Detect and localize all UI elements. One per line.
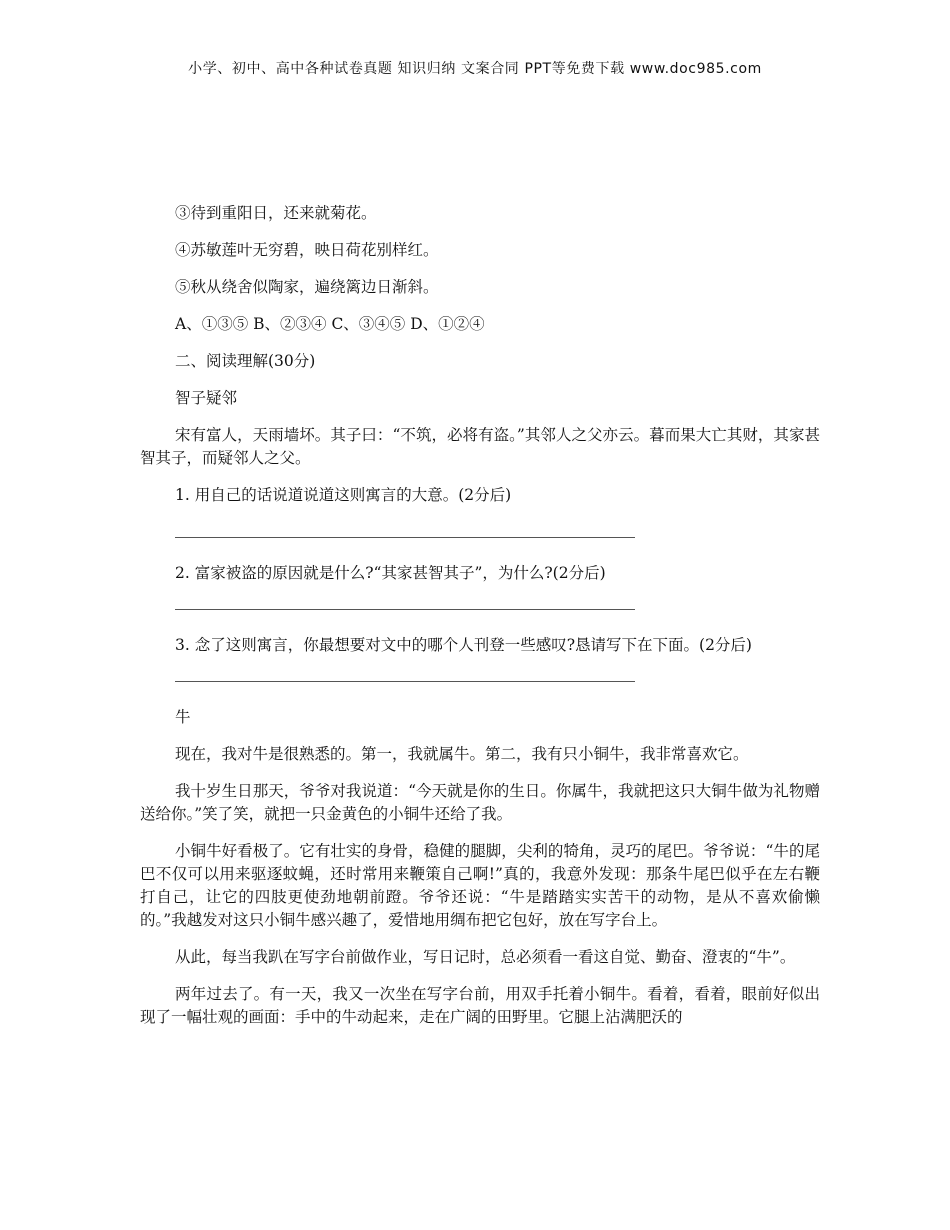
story-paragraph: 两年过去了。有一天，我又一次坐在写字台前，用双手托着小铜牛。看着，看着，眼前好似出现了一幅壮观的画面：手中的牛动起来，走在广阔的田野里。它腿上沾满肥沃的 [140,985,820,1026]
section-heading: 二、阅读理解(30分) [175,352,316,370]
question-1: 1. 用自己的话说道说道这则寓言的大意。(2分后) [175,486,512,504]
story-title: 牛 [175,708,191,726]
story-paragraph: 我十岁生日那天，爷爷对我说道：“今天就是你的生日。你属牛，我就把这只大铜牛做为礼物赠送给你。”笑了笑，就把一只金黄色的小铜牛还给了我。 [140,782,820,823]
story-title: 智子疑邻 [175,389,238,407]
option-line: ③待到重阳日，还来就菊花。 [175,204,377,222]
story-paragraph: 从此，每当我趴在写字台前做作业，写日记时，总必须看一看这自觉、勤奋、澄衷的“牛”。 [175,948,796,966]
story-body: 宋有富人，天雨墙坏。其子曰：“不筑，必将有盗。”其邻人之父亦云。暮而果大亡其财，其家甚智其子，而疑邻人之父。 [140,426,820,467]
answer-line [175,609,635,610]
page-header: 小学、初中、高中各种试卷真题 知识归纳 文案合同 PPT等免费下载 www.doc985.com [188,61,762,77]
question-3: 3. 念了这则寓言，你最想要对文中的哪个人刊登一些感叹?恳请写下在下面。(2分后) [175,636,752,654]
document-body [140,202,820,1043]
option-line: ④苏敏莲叶无穷碧，映日荷花别样红。 [175,241,439,259]
answer-line [175,537,635,538]
story-paragraph: 现在，我对牛是很熟悉的。第一，我就属牛。第二，我有只小铜牛，我非常喜欢它。 [175,745,749,763]
option-line: ⑤秋从绕舍似陶家，遍绕篱边日渐斜。 [175,278,439,296]
answer-choices: A、①③⑤ B、②③④ C、③④⑤ D、①②④ [175,315,485,333]
answer-line [175,681,635,682]
story-paragraph: 小铜牛好看极了。它有壮实的身骨，稳健的腿脚，尖利的犄角，灵巧的尾巴。爷爷说：“牛的尾巴不仅可以用来驱逐蚊蝇，还时常用来鞭策自己啊!”真的，我意外发现：那条牛尾巴似乎在左右鞭打自己，让它的四肢更使劲地朝前蹬。爷爷还说：“牛是踏踏实实苦干的动物，是从不喜欢偷懒的。”我越发对这只小铜牛感兴趣了，爱惜地用绸布把它包好，放在写字台上。 [140,842,820,929]
question-2: 2. 富家被盗的原因就是什么?“其家甚智其子”，为什么?(2分后) [175,564,606,582]
